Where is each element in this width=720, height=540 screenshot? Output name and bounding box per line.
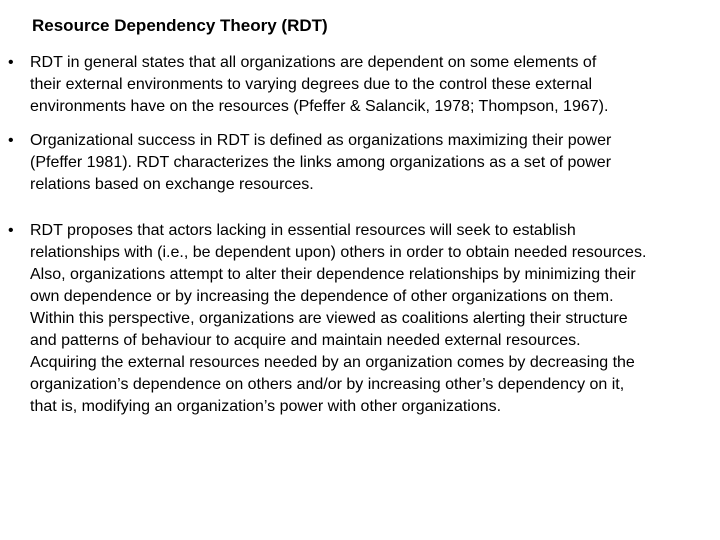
bullet-text-line: RDT in general states that all organizations are dependent on some elements of	[30, 54, 597, 71]
bullet-text-line: their external environments to varying degrees due to the control these external	[30, 76, 593, 93]
bullet-marker: •	[8, 132, 14, 149]
bullet-text-line: relationships with (i.e., be dependent upon) others in order to obtain needed resources.	[30, 244, 647, 261]
bullet-text-line: environments have on the resources (Pfeffer & Salancik, 1978; Thompson, 1967).	[30, 98, 609, 115]
bullet-marker: •	[8, 54, 14, 71]
bullet-text	[30, 130, 720, 196]
bullet-text-line: Also, organizations attempt to alter their dependence relationships by minimizing their	[30, 266, 636, 283]
slide-title: Resource Dependency Theory (RDT)	[32, 16, 328, 35]
bullet-text-line: that is, modifying an organization’s power with other organizations.	[30, 398, 502, 415]
bullet-marker: •	[8, 222, 14, 239]
bullet-text-line: Acquiring the external resources needed by an organization comes by decreasing the	[30, 354, 635, 371]
bullet-text-line: relations based on exchange resources.	[30, 176, 314, 193]
bullet-text-line: (Pfeffer 1981). RDT characterizes the links among organizations as a set of power	[30, 154, 612, 171]
bullet-text	[30, 220, 720, 418]
bullet-text-line: own dependence or by increasing the dependence of other organizations on them.	[30, 288, 614, 305]
bullet-text-line: Within this perspective, organizations are viewed as coalitions alerting their structure	[30, 310, 628, 327]
bullet-text	[30, 52, 720, 118]
bullet-text-line: and patterns of behaviour to acquire and maintain needed external resources.	[30, 332, 581, 349]
bullet-text-line: Organizational success in RDT is defined as organizations maximizing their power	[30, 132, 612, 149]
bullet-text-line: RDT proposes that actors lacking in essential resources will seek to establish	[30, 222, 576, 239]
bullet-text-line: organization’s dependence on others and/or by increasing other’s dependency on it,	[30, 376, 625, 393]
